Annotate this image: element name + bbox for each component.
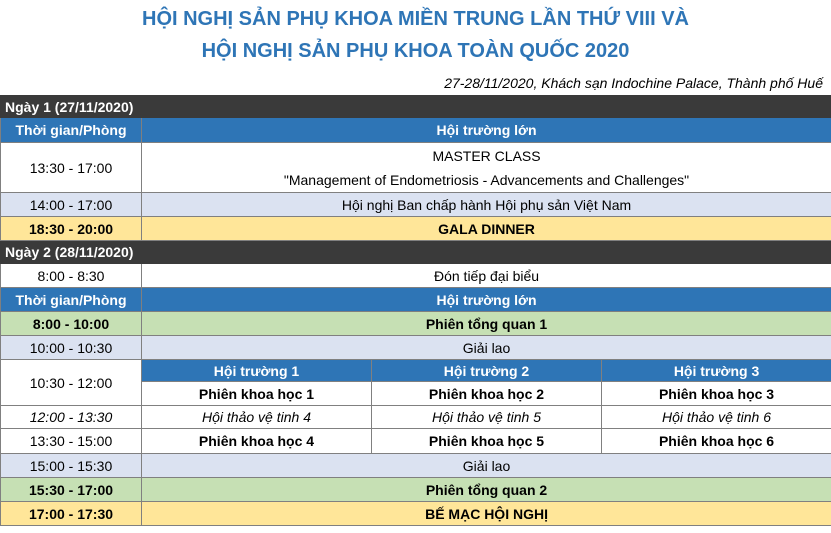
- closing-time: 17:00 - 17:30: [1, 502, 142, 526]
- event-subtitle: 27-28/11/2020, Khách sạn Indochine Palace, Thành phố Huế: [444, 75, 823, 91]
- day1-col-time: Thời gian/Phòng: [1, 118, 142, 143]
- day2-label: Ngày 2 (28/11/2020): [1, 241, 831, 264]
- session-1: Phiên khoa học 1: [142, 382, 372, 406]
- day1-row: [1, 96, 831, 118]
- hall-1-header: Hội trường 1: [142, 360, 372, 382]
- break1-row: [1, 336, 831, 360]
- satellite-time: 12:00 - 13:30: [1, 406, 142, 429]
- plenary1-time: 8:00 - 10:00: [1, 312, 142, 336]
- hall-2-header: Hội trường 2: [372, 360, 602, 382]
- satellite-row: [1, 406, 831, 429]
- session-6: Phiên khoa học 6: [602, 429, 831, 454]
- welcome-text: Đón tiếp đại biểu: [142, 264, 831, 288]
- gala-row: [1, 217, 831, 241]
- welcome-time: 8:00 - 8:30: [1, 264, 142, 288]
- board-meeting-text: Hội nghị Ban chấp hành Hội phụ sản Việt Nam: [142, 193, 831, 217]
- gala-time: 18:30 - 20:00: [1, 217, 142, 241]
- closing-text: BẾ MẠC HỘI NGHỊ: [142, 502, 831, 526]
- session-b-time: 13:30 - 15:00: [1, 429, 142, 454]
- hall-3-header: Hội trường 3: [602, 360, 831, 382]
- session-2: Phiên khoa học 2: [372, 382, 602, 406]
- halls-time: 10:30 - 12:00: [1, 360, 142, 406]
- day2-header-row: [1, 288, 831, 312]
- plenary1-row: [1, 312, 831, 336]
- masterclass-topic: "Management of Endometriosis - Advancements and Challenges": [283, 171, 690, 188]
- break1-time: 10:00 - 10:30: [1, 336, 142, 360]
- satellite-5: Hội thảo vệ tinh 5: [372, 406, 602, 429]
- day2-row: [1, 241, 831, 264]
- break1-text: Giải lao: [142, 336, 831, 360]
- title-line-1: HỘI NGHỊ SẢN PHỤ KHOA MIỀN TRUNG LẦN THỨ VIII VÀ: [142, 8, 689, 30]
- session-3: Phiên khoa học 3: [602, 382, 831, 406]
- board-meeting-time: 14:00 - 17:00: [1, 193, 142, 217]
- break2-row: [1, 454, 831, 478]
- title-line-2: HỘI NGHỊ SẢN PHỤ KHOA TOÀN QUỐC 2020: [201, 40, 630, 62]
- masterclass-cell: [142, 143, 831, 193]
- break2-time: 15:00 - 15:30: [1, 454, 142, 478]
- session-5: Phiên khoa học 5: [372, 429, 602, 454]
- break2-text: Giải lao: [142, 454, 831, 478]
- session-4: Phiên khoa học 4: [142, 429, 372, 454]
- halls-row: [1, 360, 831, 382]
- satellite-4: Hội thảo vệ tinh 4: [142, 406, 372, 429]
- masterclass-title: MASTER CLASS: [432, 147, 541, 164]
- plenary2-time: 15:30 - 17:00: [1, 478, 142, 502]
- plenary1-text: Phiên tổng quan 1: [142, 312, 831, 336]
- day1-header-row: [1, 118, 831, 143]
- day1-label: Ngày 1 (27/11/2020): [1, 96, 831, 118]
- session-b-row: [1, 429, 831, 454]
- board-meeting-row: [1, 193, 831, 217]
- masterclass-row: [1, 143, 831, 193]
- closing-row: [1, 502, 831, 526]
- plenary2-text: Phiên tổng quan 2: [142, 478, 831, 502]
- day2-col-hall: Hội trường lớn: [142, 288, 831, 312]
- plenary2-row: [1, 478, 831, 502]
- welcome-row: [1, 264, 831, 288]
- gala-text: GALA DINNER: [142, 217, 831, 241]
- schedule-table: [0, 95, 831, 526]
- satellite-6: Hội thảo vệ tinh 6: [602, 406, 831, 429]
- masterclass-time: 13:30 - 17:00: [1, 143, 142, 193]
- day1-col-hall: Hội trường lớn: [142, 118, 831, 143]
- day2-col-time: Thời gian/Phòng: [1, 288, 142, 312]
